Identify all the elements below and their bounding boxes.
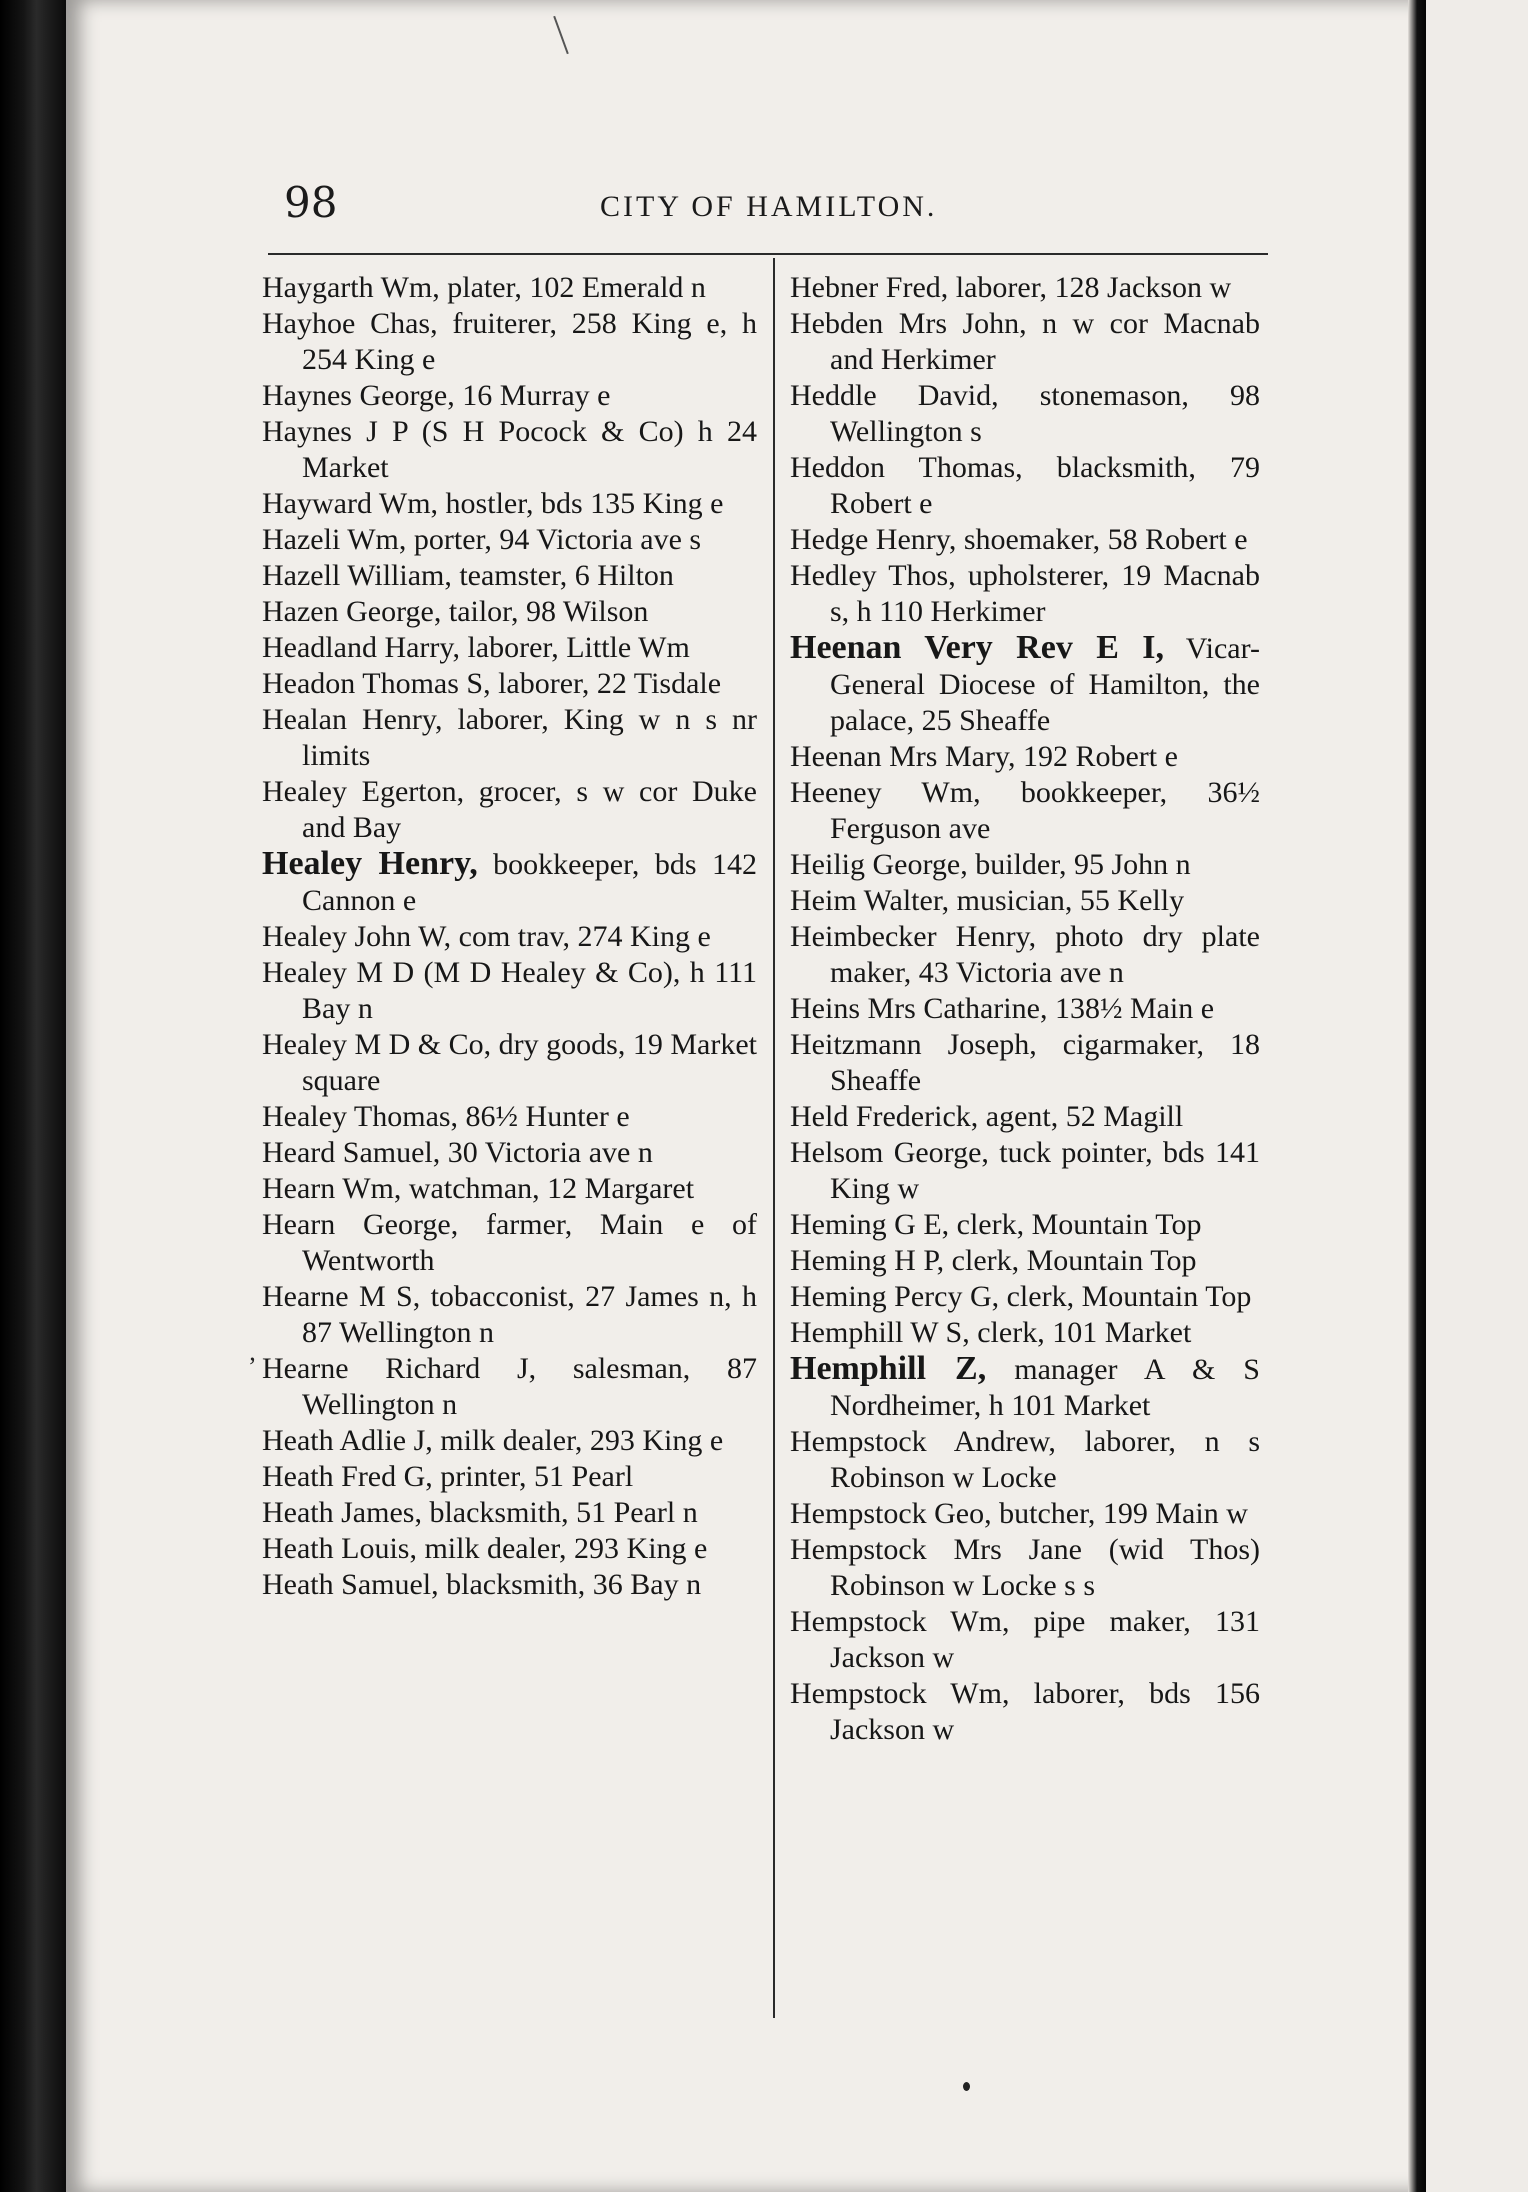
directory-entry-bold: Hemphill Z, manager A & S Nordheimer, h 101 Market xyxy=(790,1350,1260,1422)
directory-entry: Hedge Henry, shoemaker, 58 Robert e xyxy=(790,523,1248,556)
directory-entry: Heath Samuel, blacksmith, 36 Bay n xyxy=(262,1568,702,1601)
directory-entry: Hebner Fred, laborer, 128 Jackson w xyxy=(790,271,1232,304)
directory-entry: Healey M D (M D Healey & Co), h 111 Bay n xyxy=(262,956,757,1025)
header-rule xyxy=(268,253,1268,255)
directory-entry: Hemphill W S, clerk, 101 Market xyxy=(790,1316,1192,1349)
directory-entry: Heddle David, stonemason, 98 Wellington s xyxy=(790,379,1260,448)
directory-entry: Haynes George, 16 Murray e xyxy=(262,379,611,412)
directory-entry: Heming G E, clerk, Mountain Top xyxy=(790,1208,1202,1241)
directory-entry: Hazen George, tailor, 98 Wilson xyxy=(262,595,649,628)
directory-entry-bold: Heenan Very Rev E I, Vicar-General Diocese of Hamilton, the palace, 25 Sheaffe xyxy=(790,629,1261,737)
directory-entry: Hayward Wm, hostler, bds 135 King e xyxy=(262,487,724,520)
right-column xyxy=(790,270,1260,1748)
column-divider xyxy=(773,258,775,2018)
directory-entry: Healey M D & Co, dry goods, 19 Market square xyxy=(262,1028,757,1097)
directory-entry: Helsom George, tuck pointer, bds 141 King w xyxy=(790,1136,1260,1205)
directory-entry: Hearne Richard J, salesman, 87 Wellington n xyxy=(262,1352,757,1421)
directory-entry: Heeney Wm, bookkeeper, 36½ Ferguson ave xyxy=(790,776,1260,845)
left-column xyxy=(262,270,757,1603)
directory-entry: Hempstock Mrs Jane (wid Thos) Robinson w Locke s s xyxy=(790,1533,1260,1602)
directory-entry: Haynes J P (S H Pocock & Co) h 24 Market xyxy=(262,415,757,484)
directory-entry: Held Frederick, agent, 52 Magill xyxy=(790,1100,1184,1133)
directory-entry: Hedley Thos, upholsterer, 19 Macnab s, h 110 Herkimer xyxy=(790,559,1260,628)
page-number: 98 xyxy=(284,178,338,227)
directory-entry: Headland Harry, laborer, Little Wm xyxy=(262,631,690,664)
directory-entry: Heilig George, builder, 95 John n xyxy=(790,848,1191,881)
running-head: CITY OF HAMILTON. xyxy=(600,190,938,223)
directory-entry: Heimbecker Henry, photo dry plate maker, 43 Victoria ave n xyxy=(790,920,1260,989)
directory-entry: Hebden Mrs John, n w cor Macnab and Herkimer xyxy=(790,307,1260,376)
directory-entry: Heath Adlie J, milk dealer, 293 King e xyxy=(262,1424,724,1457)
directory-entry: Heming H P, clerk, Mountain Top xyxy=(790,1244,1197,1277)
bold-name: Hemphill Z, xyxy=(790,1350,987,1387)
directory-entry: Haygarth Wm, plater, 102 Emerald n xyxy=(262,271,706,304)
directory-entry: Heath James, blacksmith, 51 Pearl n xyxy=(262,1496,698,1529)
directory-entry: Hazell William, teamster, 6 Hilton xyxy=(262,559,674,592)
directory-entry: Heard Samuel, 30 Victoria ave n xyxy=(262,1136,653,1169)
directory-entry: Healey Egerton, grocer, s w cor Duke and Bay xyxy=(262,775,757,844)
directory-entry: Healey John W, com trav, 274 King e xyxy=(262,920,711,953)
bold-name: Heenan Very Rev E I, xyxy=(790,629,1164,666)
directory-entry: Heddon Thomas, blacksmith, 79 Robert e xyxy=(790,451,1260,520)
directory-entry: Hempstock Geo, butcher, 199 Main w xyxy=(790,1497,1248,1530)
directory-entry: Hempstock Wm, pipe maker, 131 Jackson w xyxy=(790,1605,1260,1674)
directory-entry: Hearn Wm, watchman, 12 Margaret xyxy=(262,1172,695,1205)
facing-page-edge xyxy=(1426,0,1528,2192)
directory-entry: Heath Fred G, printer, 51 Pearl xyxy=(262,1460,634,1493)
bold-name: Healey Henry, xyxy=(262,845,478,882)
directory-entry: Hempstock Wm, laborer, bds 156 Jackson w xyxy=(790,1677,1260,1746)
directory-entry: Heitzmann Joseph, cigarmaker, 18 Sheaffe xyxy=(790,1028,1260,1097)
directory-entry: Hearn George, farmer, Main e of Wentworth xyxy=(262,1208,757,1277)
directory-entry: Heim Walter, musician, 55 Kelly xyxy=(790,884,1185,917)
directory-entry: Heath Louis, milk dealer, 293 King e xyxy=(262,1532,708,1565)
directory-entry: Hearne M S, tobacconist, 27 James n, h 87 Wellington n xyxy=(262,1280,757,1349)
directory-entry-bold: Healey Henry, bookkeeper, bds 142 Cannon e xyxy=(262,845,757,917)
ink-dot xyxy=(963,2082,970,2091)
directory-entry: Hayhoe Chas, fruiterer, 258 King e, h 254 King e xyxy=(262,307,757,376)
directory-entry: Healey Thomas, 86½ Hunter e xyxy=(262,1100,630,1133)
directory-entry: Hazeli Wm, porter, 94 Victoria ave s xyxy=(262,523,702,556)
directory-entry: Heming Percy G, clerk, Mountain Top xyxy=(790,1280,1252,1313)
directory-entry: Heins Mrs Catharine, 138½ Main e xyxy=(790,992,1215,1025)
directory-entry: Headon Thomas S, laborer, 22 Tisdale xyxy=(262,667,722,700)
directory-entry: Healan Henry, laborer, King w n s nr limits xyxy=(262,703,757,772)
directory-entry: Heenan Mrs Mary, 192 Robert e xyxy=(790,740,1178,773)
book-binding-shadow xyxy=(0,0,66,2192)
margin-mark: ‚ xyxy=(248,1337,257,1366)
directory-entry: Hempstock Andrew, laborer, n s Robinson w Locke xyxy=(790,1425,1260,1494)
